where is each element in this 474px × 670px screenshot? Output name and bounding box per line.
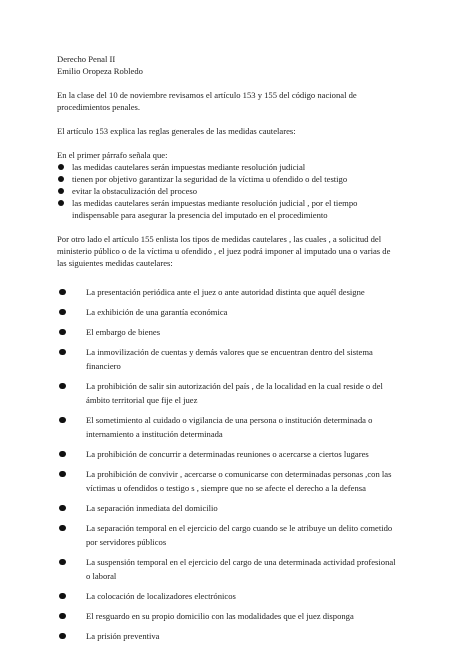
list-item-text: La inmovilización de cuentas y demás valores que se encuentran dentro del sistema bbox=[86, 347, 373, 357]
bullet-icon bbox=[59, 525, 66, 532]
list-item-text: evitar la obstaculización del proceso bbox=[72, 186, 198, 196]
list-item-text: El embargo de bienes bbox=[86, 327, 161, 337]
bullet-icon bbox=[58, 176, 64, 182]
art155-paragraph bbox=[57, 233, 417, 269]
list-item-text: las medidas cautelares serán impuestas mediante resolución judicial , por el tiempo bbox=[72, 198, 358, 208]
list-item bbox=[57, 305, 417, 319]
list-item bbox=[57, 555, 417, 583]
bullet-icon bbox=[59, 417, 66, 424]
bullet-icon bbox=[59, 329, 66, 336]
list-item-text: La prohibición de concurrir a determinadas reuniones o acercarse a ciertos lugares bbox=[86, 449, 369, 459]
list-item bbox=[57, 379, 417, 407]
list-item-text: La suspensión temporal en el ejercicio del cargo de una determinada actividad profesional bbox=[86, 557, 396, 567]
list-item-text: tienen por objetivo garantizar la seguridad de la víctima u ofendido o del testigo bbox=[72, 174, 348, 184]
list-item-text: La separación inmediata del domicilio bbox=[86, 503, 218, 513]
bullet-icon bbox=[59, 289, 66, 296]
list-item bbox=[57, 467, 417, 495]
bullet-icon bbox=[58, 200, 64, 206]
list-item-text: La prohibición de salir sin autorización del país , de la localidad en la cual reside o del bbox=[86, 381, 383, 391]
art153-heading: El artículo 153 explica las reglas generales de las medidas cautelares: bbox=[57, 126, 296, 136]
list-item bbox=[57, 501, 417, 515]
list-item-text: las medidas cautelares serán impuestas mediante resolución judicial bbox=[72, 162, 306, 172]
document-body bbox=[57, 53, 417, 649]
list-item-text: o laboral bbox=[86, 571, 117, 581]
list-item bbox=[57, 197, 417, 221]
bullet-icon bbox=[59, 451, 66, 458]
list-item-text: indispensable para asegurar la presencia del imputado en el procedimiento bbox=[72, 210, 328, 220]
bullet-icon bbox=[58, 188, 64, 194]
list-item bbox=[57, 589, 417, 603]
art155-line: las siguientes medidas cautelares: bbox=[57, 258, 173, 268]
list-item bbox=[57, 173, 417, 185]
bullet-icon bbox=[59, 593, 66, 600]
art155-bullet-list bbox=[57, 285, 417, 643]
bullet-icon bbox=[59, 633, 66, 640]
art155-line: ministerio público o de la víctima u ofendido , el juez podrá imponer al imputado una o varias de bbox=[57, 246, 391, 256]
list-item bbox=[57, 629, 417, 643]
list-item-text: La exhibición de una garantía económica bbox=[86, 307, 228, 317]
art155-line: Por otro lado el artículo 155 enlista los tipos de medidas cautelares , las cuales , a solicitud del bbox=[57, 234, 382, 244]
course-title: Derecho Penal II bbox=[57, 54, 116, 64]
list-item-text: ámbito territorial que fije el juez bbox=[86, 395, 198, 405]
list-item-text: La presentación periódica ante el juez o ante autoridad distinta que aquél designe bbox=[86, 287, 365, 297]
list-item-text: El resguardo en su propio domicilio con las modalidades que el juez disponga bbox=[86, 611, 354, 621]
list-item bbox=[57, 185, 417, 197]
bullet-icon bbox=[59, 383, 66, 390]
list-item-text: por servidores públicos bbox=[86, 537, 167, 547]
bullet-icon bbox=[59, 471, 66, 478]
list-item-text: El sometimiento al cuidado o vigilancia de una persona o institución determinada o bbox=[86, 415, 373, 425]
intro-line: procedimientos penales. bbox=[57, 102, 141, 112]
bullet-icon bbox=[59, 309, 66, 316]
list-item-text: La prohibición de convivir , acercarse o comunicarse con determinadas personas ,con las bbox=[86, 469, 392, 479]
intro-line: En la clase del 10 de noviembre revisamos el artículo 153 y 155 del código nacional de bbox=[57, 90, 357, 100]
first-paragraph-label: En el primer párrafo señala que: bbox=[57, 150, 168, 160]
list-item bbox=[57, 447, 417, 461]
list-item bbox=[57, 609, 417, 623]
list-item bbox=[57, 161, 417, 173]
list-item-text: internamiento a institución determinada bbox=[86, 429, 223, 439]
list-item-text: La prisión preventiva bbox=[86, 631, 160, 641]
list-item bbox=[57, 413, 417, 441]
list-item-text: víctimas u ofendidos o testigo s , siempre que no se afecte el derecho a la defensa bbox=[86, 483, 366, 493]
bullet-icon bbox=[59, 505, 66, 512]
list-item bbox=[57, 345, 417, 373]
art153-bullet-list bbox=[57, 161, 417, 221]
author-name: Emilio Oropeza Robledo bbox=[57, 66, 143, 76]
list-item-text: financiero bbox=[86, 361, 121, 371]
bullet-icon bbox=[59, 559, 66, 566]
bullet-icon bbox=[58, 164, 64, 170]
list-item-text: La separación temporal en el ejercicio del cargo cuando se le atribuye un delito cometido bbox=[86, 523, 393, 533]
bullet-icon bbox=[59, 613, 66, 620]
list-item bbox=[57, 325, 417, 339]
list-item bbox=[57, 521, 417, 549]
list-item-text: La colocación de localizadores electrónicos bbox=[86, 591, 236, 601]
bullet-icon bbox=[59, 349, 66, 356]
list-item bbox=[57, 285, 417, 299]
